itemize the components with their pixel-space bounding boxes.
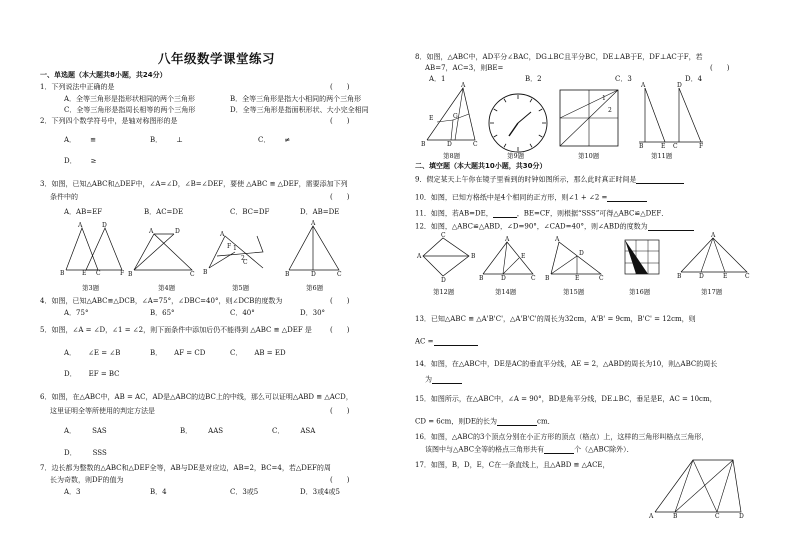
q3-option-c: C．BC=DF	[230, 208, 270, 216]
svg-text:D: D	[699, 273, 704, 280]
svg-text:C: C	[473, 141, 478, 148]
caption-q10: 第10题	[578, 152, 600, 160]
svg-text:A: A	[461, 82, 466, 89]
q6-stem: 6．如图，在△ABC中，AB = AC，AD是△ABC的边BC上的中线，那么可以证明△ABD ≌ △ACD，	[40, 393, 353, 401]
q5-option-d: D． EF = BC	[64, 370, 120, 378]
caption-q8: 第8题	[443, 152, 461, 160]
q8-option-b: B．2	[525, 75, 542, 83]
svg-text:A: A	[220, 231, 225, 238]
svg-text:1: 1	[602, 95, 606, 102]
q6-option-d: D． SSS	[64, 449, 107, 457]
q1-option-c: C．全等三角形是指周长相等的两个三角形	[64, 106, 196, 114]
svg-text:C: C	[715, 513, 720, 520]
q14-text: 14．如图，在△ABC中，DE是AC的垂直平分线，AE = 2，△ABD的周长为10，则△ABC的周长	[415, 360, 718, 368]
svg-text:A: A	[555, 236, 560, 243]
q16-cont: 该图中与△ABC全等的格点三角形共有 个（△ABC除外）．	[425, 445, 634, 454]
caption-q4: 第4题	[158, 284, 176, 292]
svg-text:D: D	[739, 513, 744, 520]
svg-text:F: F	[120, 270, 125, 277]
clock-tick	[504, 144, 506, 147]
caption-q14: 第14题	[495, 288, 517, 296]
q8-option-c: C．3	[615, 75, 632, 83]
q2-option-c: C． ≠	[258, 136, 291, 144]
svg-text:F: F	[699, 143, 704, 150]
caption-q3: 第3题	[82, 284, 100, 292]
svg-text:A: A	[641, 82, 646, 89]
svg-text:E: E	[429, 115, 434, 122]
q5-stem: 5．如图，∠A = ∠D，∠1 = ∠2，则下面条件中添加后仍不能得到 △ABC ≌ △DEF 是	[40, 326, 312, 334]
q5-option-b: B． AF = CD	[150, 349, 206, 357]
figure-q12	[417, 232, 476, 284]
clock-tick	[539, 109, 542, 111]
clock-tick	[539, 135, 542, 137]
svg-text:A: A	[417, 253, 422, 260]
figure-q4	[130, 230, 200, 278]
q4-option-a: A．75°	[64, 309, 89, 317]
q15-cont: CD = 6cm，则DE的长为 cm．	[415, 417, 555, 426]
clock-tick	[494, 109, 497, 111]
svg-text:C: C	[441, 232, 446, 239]
q3-option-d: D．AB=DE	[300, 208, 340, 216]
svg-text:A: A	[78, 222, 83, 229]
q8-stem-cont: AB=7，AC=3，则BE=	[425, 64, 504, 72]
figure-q6	[285, 222, 345, 278]
svg-text:B: B	[203, 269, 208, 276]
section-heading-fill-in: 二、填空题（本大题共10小题，共30分）	[415, 162, 547, 170]
q7-option-b: B．4	[150, 488, 167, 496]
svg-text:B: B	[677, 273, 682, 280]
svg-text:A: A	[149, 228, 154, 235]
figure-q16-grid	[623, 238, 663, 278]
clock-tick	[504, 99, 506, 102]
q5-option-c: C． AB = ED	[230, 349, 286, 357]
svg-text:D: D	[102, 222, 107, 229]
svg-text:C: C	[531, 275, 536, 282]
q6-answer-paren: ( )	[330, 407, 350, 415]
q7-option-a: A．3	[64, 488, 81, 496]
svg-text:E: E	[661, 143, 666, 150]
q4-option-d: D．30°	[300, 309, 326, 317]
svg-text:1: 1	[233, 245, 237, 252]
q6-option-a: A． SAS	[64, 427, 107, 435]
svg-text:E: E	[723, 273, 728, 280]
q3-stem-cont: 条件中的	[50, 193, 78, 201]
q15-text: 15．如图所示，在△ABC中，∠A = 90°，BD是角平分线，DE⊥BC，垂足是E，AC = 10cm，	[415, 395, 717, 403]
q4-option-c: C．40°	[230, 309, 255, 317]
svg-text:D: D	[441, 277, 446, 284]
figure-q17	[677, 232, 751, 282]
q1-stem: 1．下列说法中正确的是	[40, 83, 115, 91]
figure-q8	[421, 82, 483, 150]
caption-q6: 第6题	[306, 284, 324, 292]
q9-text: 9．假定某天上午你在镜子里看到的时钟如图所示，那么此时真正时间是	[415, 176, 684, 184]
q7-stem: 7．边长都为整数的△ABC和△DEF全等，AB与DE是对应边，AB=2，BC=4，若△DEF的周	[40, 464, 331, 472]
svg-text:C: C	[243, 259, 248, 266]
figure-q15	[545, 238, 607, 282]
svg-text:D: D	[579, 250, 584, 257]
q13-text: 13．已知△ABC ≌ △A'B'C'，△A'B'C'的周长为32cm，A'B' = 9cm，B'C' = 12cm，则	[415, 315, 696, 323]
svg-text:E: E	[575, 275, 580, 282]
clock-tick	[494, 135, 497, 137]
caption-q16: 第16题	[629, 288, 651, 296]
svg-text:B: B	[479, 275, 484, 282]
svg-text:B: B	[285, 271, 290, 278]
svg-text:B: B	[673, 513, 678, 520]
q1-option-b: B．全等三角形是指大小相同的两个三角形	[230, 95, 362, 103]
q5-option-a: A． ∠E = ∠B	[64, 349, 121, 357]
svg-text:D: D	[677, 82, 682, 89]
svg-text:C: C	[673, 143, 678, 150]
svg-text:A: A	[311, 220, 316, 227]
q5-answer-paren: ( )	[330, 326, 350, 334]
caption-q11: 第11题	[651, 152, 673, 160]
svg-text:E: E	[82, 270, 87, 277]
q4-answer-paren: ( )	[330, 297, 350, 305]
figure-q10-grid	[558, 88, 624, 150]
section-heading-single-choice: 一、单选题（本大题共8小题，共24分）	[40, 71, 167, 79]
q13-cont: AC =	[415, 338, 478, 346]
figure-q17-trapezoid	[651, 456, 747, 518]
q7-stem-cont: 长为奇数，则DF的值为	[50, 476, 124, 484]
q4-stem: 4．如图，已知△ABC≌△DCB，∠A=75°，∠DBC=40°，则∠DCB的度数为	[40, 297, 283, 305]
figure-q9-clock	[487, 92, 549, 154]
svg-text:B: B	[471, 253, 476, 260]
svg-text:B: B	[421, 141, 426, 148]
q7-option-c: C．3或5	[230, 488, 259, 496]
svg-text:C: C	[96, 270, 101, 277]
q17-text: 17．如图，B，D，E，C在一条直线上，且△ABD ≌ △ACE，	[415, 461, 610, 469]
q10-text: 10．如图，已知方格纸中是4个相同的正方形，则∠1 + ∠2 =	[415, 194, 647, 202]
q8-answer-paren: ( )	[710, 64, 730, 72]
clock-tick	[530, 144, 532, 147]
q8-option-d: D．4	[685, 75, 703, 83]
svg-text:B: B	[545, 275, 550, 282]
svg-text:E: E	[521, 253, 526, 260]
svg-text:A: A	[505, 236, 510, 243]
figure-q5	[205, 232, 277, 278]
q6-option-c: C． ASA	[272, 427, 316, 435]
q16-text: 16．如图，△ABC的3个顶点分别在小正方形的顶点（格点）上，这样的三角形叫格点三角形，	[415, 433, 709, 441]
svg-text:F: F	[227, 243, 232, 250]
svg-text:D: D	[501, 275, 506, 282]
caption-q15: 第15题	[563, 288, 585, 296]
q2-option-a: A． ≌	[64, 136, 96, 144]
clock-tick	[530, 99, 532, 102]
page-title: 八年级数学课堂练习	[158, 51, 276, 66]
svg-text:C: C	[599, 275, 604, 282]
q8-option-a: A．1	[429, 75, 446, 83]
q7-answer-paren: ( )	[330, 476, 350, 484]
svg-text:C: C	[190, 271, 195, 278]
svg-text:D: D	[447, 141, 452, 148]
svg-text:B: B	[128, 271, 133, 278]
q1-option-d: D．全等三角形是指面积形状、大小完全相同	[230, 106, 369, 114]
figure-q11	[635, 84, 707, 150]
q14-cont: 为	[425, 376, 462, 384]
q6-stem-cont: 这里证明全等所使用的判定方法是	[50, 407, 155, 415]
svg-text:2: 2	[608, 107, 612, 114]
caption-q9: 第9题	[507, 152, 525, 160]
svg-text:B: B	[639, 143, 644, 150]
svg-text:2: 2	[241, 255, 245, 262]
svg-text:G: G	[453, 113, 458, 120]
q2-stem: 2．下列四个数学符号中，是轴对称图形的是	[40, 117, 178, 125]
q7-option-d: D．3或4或5	[300, 488, 340, 496]
q1-answer-paren: ( )	[330, 83, 350, 91]
svg-text:C: C	[337, 271, 342, 278]
svg-text:B: B	[60, 270, 65, 277]
q6-option-b: B． AAS	[180, 427, 224, 435]
q12-text: 12．如图，△ABC≌△ABD，∠D=90°，∠CAD=40°，则∠ABD的度数为	[415, 223, 694, 231]
q3-stem: 3．如图，已知△ABC和△DEF中，∠A=∠D，∠B=∠DEF，要使 △ABC ≌ △DEF，需要添加下列	[40, 180, 348, 188]
q4-option-b: B．65°	[150, 309, 175, 317]
caption-q12: 第12题	[433, 288, 455, 296]
figure-q14	[479, 238, 537, 282]
caption-q17: 第17题	[701, 288, 723, 296]
q2-option-d: D． ≥	[64, 157, 97, 165]
figure-q3	[60, 222, 130, 278]
svg-text:A: A	[711, 232, 716, 239]
q2-option-b: B． ⊥	[150, 136, 183, 144]
q3-answer-paren: ( )	[330, 193, 350, 201]
q3-option-a: A．AB=EF	[64, 208, 103, 216]
q3-option-b: B．AC=DE	[144, 208, 184, 216]
q8-stem: 8．如图，△ABC中，AD平分∠BAC，DG⊥BC且平分BC，DE⊥AB于E，DF⊥AC于F，若	[415, 53, 703, 61]
q1-option-a: A．全等三角形是指形状相同的两个三角形	[64, 95, 196, 103]
svg-text:A: A	[649, 513, 654, 520]
svg-text:D: D	[175, 228, 180, 235]
q2-answer-paren: ( )	[330, 117, 350, 125]
svg-text:C: C	[745, 273, 750, 280]
caption-q5: 第5题	[232, 284, 250, 292]
svg-text:D: D	[311, 271, 316, 278]
q11-text: 11．如图，若AB=DE， ，BE=CF，则根据“SSS”可得△ABC≌△DEF．	[415, 209, 669, 218]
